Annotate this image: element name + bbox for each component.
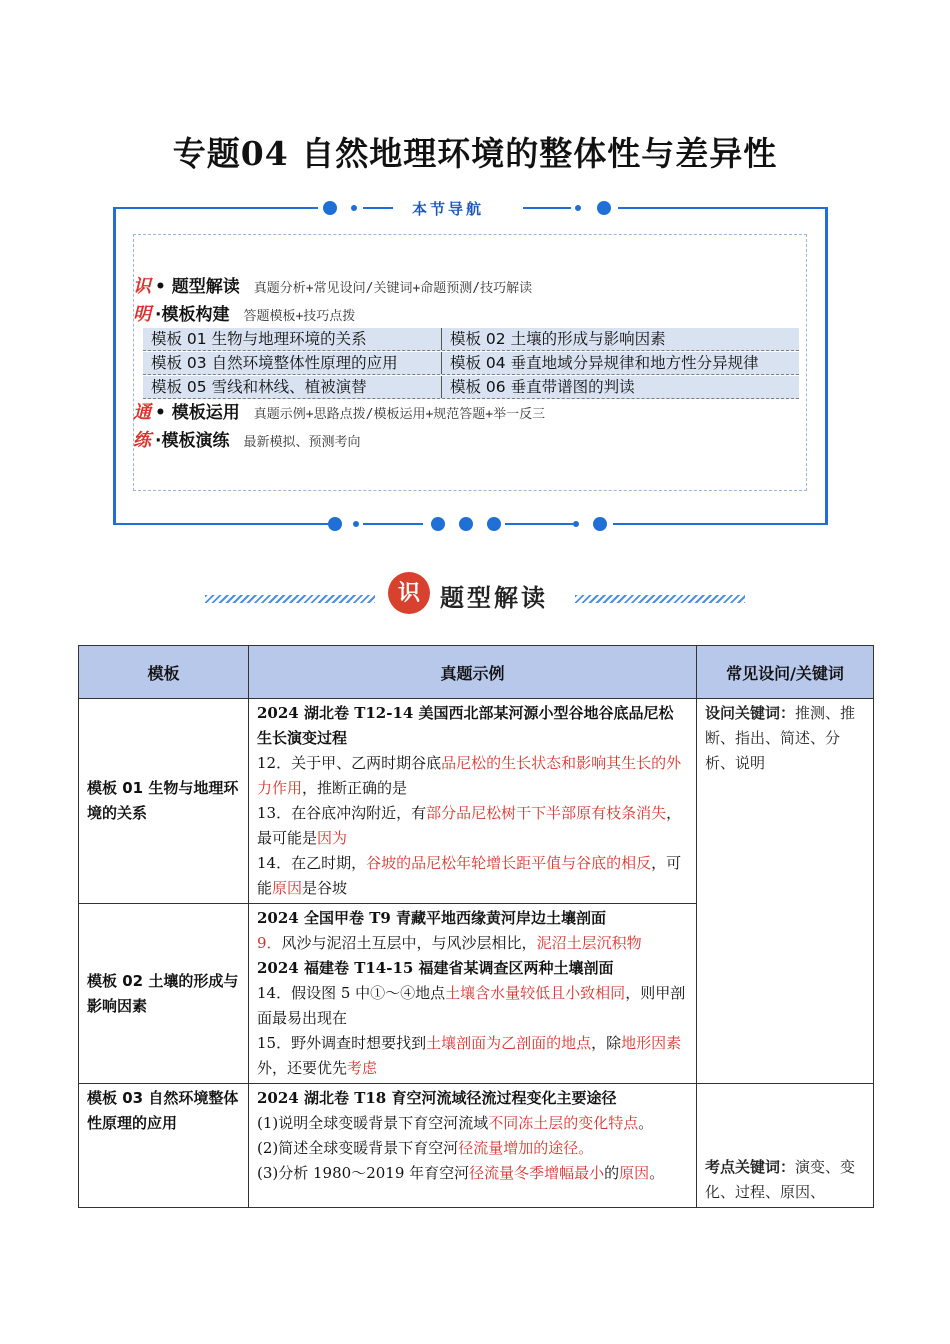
highlight-text: 泥沼土层沉积物 xyxy=(536,934,642,952)
template-name: 模板 02 土壤的形成与影响因素 xyxy=(79,904,249,1084)
nav-row-section: ·模板演练 xyxy=(155,431,230,451)
template-name: 模板 03 自然环境整体性原理的应用 xyxy=(79,1084,249,1208)
highlight-text: 原因 xyxy=(272,879,303,897)
nav-frame-bottom-left xyxy=(113,523,328,525)
template-row xyxy=(143,328,799,351)
example-line xyxy=(257,1086,688,1111)
table-header: 模板 xyxy=(79,646,249,699)
question-text: ，可能 xyxy=(257,854,682,897)
question-type-table xyxy=(78,645,874,1208)
nav-row-desc: 答题模板+技巧点拨 xyxy=(243,309,356,324)
nav-dot xyxy=(459,517,473,531)
ask-keyword-title: 设问关键词： xyxy=(705,704,796,722)
question-text: (1)说明全球变暖背景下育空河流域 xyxy=(257,1114,489,1132)
example-line xyxy=(257,701,688,751)
nav-row xyxy=(133,300,355,326)
nav-row xyxy=(133,272,532,298)
question-text: 15．野外调查时想要找到 xyxy=(257,1034,427,1052)
highlight-text: 土壤剖面为乙剖面的地点 xyxy=(426,1034,592,1052)
nav-frame-top-right xyxy=(618,207,828,209)
exam-source: 2024 湖北卷 T12-14 美国西北部某河源小型谷地谷底品尼松生长演变过程 xyxy=(257,704,674,747)
nav-label: 本节导航 xyxy=(411,200,484,218)
section-badge: 识 xyxy=(388,572,430,614)
nav-frame-bottom-right xyxy=(613,523,828,525)
template-name: 模板 01 生物与地理环境的关系 xyxy=(79,699,249,904)
nav-row-section: ·模板构建 xyxy=(155,305,230,325)
highlight-text: 地形因素 xyxy=(621,1034,682,1052)
example-line xyxy=(257,931,688,956)
table-row xyxy=(79,699,874,904)
highlight-text: 部分品尼松树干下半部原有枝条消失 xyxy=(426,804,667,822)
question-text: 13．在谷底冲沟附近，有 xyxy=(257,804,427,822)
section-title: 题型解读 xyxy=(440,583,548,612)
nav-deco-line xyxy=(523,207,571,209)
example-line xyxy=(257,1136,688,1161)
nav-row-section: • 模板运用 xyxy=(155,403,240,423)
template-item: 模板 01 生物与地理环境的关系 xyxy=(143,328,442,350)
nav-row-char: 明 xyxy=(133,304,151,325)
example-line xyxy=(257,801,688,851)
example-cell xyxy=(249,1084,697,1208)
table-row xyxy=(79,1084,874,1208)
template-item: 模板 05 雪线和林线、植被演替 xyxy=(143,376,442,398)
question-text: 。 xyxy=(649,1164,665,1182)
nav-row-desc: 最新模拟、预测考向 xyxy=(243,435,361,450)
example-line xyxy=(257,1031,688,1081)
keyword-cell-ask xyxy=(697,699,874,1084)
example-cell xyxy=(249,699,697,904)
nav-dot xyxy=(597,201,611,215)
highlight-text: 因为 xyxy=(317,829,348,847)
question-text: 14．在乙时期， xyxy=(257,854,367,872)
nav-frame-left xyxy=(113,207,116,525)
question-text: 是谷坡 xyxy=(302,879,348,897)
question-text: (3)分析 1980～2019 年育空河 xyxy=(257,1164,470,1182)
template-item: 模板 06 垂直带谱图的判读 xyxy=(450,378,635,396)
nav-dot xyxy=(575,205,581,211)
question-text: 14．假设图 5 中①～④地点 xyxy=(257,984,446,1002)
question-text: 。 xyxy=(638,1114,654,1132)
highlight-text: 9． xyxy=(257,934,282,952)
nav-row-desc: 真题分析+常见设问/关键词+命题预测/技巧解读 xyxy=(253,281,533,296)
keyword-cell-point xyxy=(697,1084,874,1208)
nav-dot xyxy=(593,517,607,531)
template-row xyxy=(143,376,799,399)
nav-deco-line xyxy=(505,523,573,525)
question-text: 外，还要优先 xyxy=(257,1059,348,1077)
nav-dot xyxy=(323,201,337,215)
example-line xyxy=(257,906,688,931)
template-row xyxy=(143,352,799,375)
nav-dot xyxy=(573,521,579,527)
table-header-row xyxy=(79,646,874,699)
highlight-text: 径流量冬季增幅最小 xyxy=(469,1164,605,1182)
question-text: ，推断正确的是 xyxy=(302,779,408,797)
nav-dot xyxy=(431,517,445,531)
highlight-text: 不同冻土层的变化特点 xyxy=(488,1114,639,1132)
example-line xyxy=(257,751,688,801)
exam-source: 2024 全国甲卷 T9 青藏平地西缘黄河岸边土壤剖面 xyxy=(257,909,607,927)
highlight-text: 径流量增加的途径。 xyxy=(458,1139,594,1157)
header-hatch-left xyxy=(205,595,375,603)
question-text: (2)简述全球变暖背景下育空河 xyxy=(257,1139,459,1157)
highlight-text: 品尼松的生长状态和影响其生长的外力作用 xyxy=(257,754,682,797)
point-keyword-title: 考点关键词： xyxy=(705,1158,796,1176)
example-line xyxy=(257,956,688,981)
ask-keyword-text: 推测、推断、指出、简述、分析、说明 xyxy=(705,704,856,772)
exam-source: 2024 福建卷 T14-15 福建省某调查区两种土壤剖面 xyxy=(257,959,614,977)
nav-row-char: 通 xyxy=(133,402,151,423)
nav-dot xyxy=(487,517,501,531)
header-hatch-right xyxy=(575,595,745,603)
question-text: ，最可能是 xyxy=(257,804,682,847)
highlight-text: 原因 xyxy=(619,1164,650,1182)
nav-row-char: 练 xyxy=(133,430,151,451)
nav-dot xyxy=(351,205,357,211)
nav-frame-right xyxy=(825,207,828,525)
nav-row-desc: 真题示例+思路点拨/模板运用+规范答题+举一反三 xyxy=(253,407,546,422)
nav-frame-top-left xyxy=(113,207,318,209)
question-text: ，则甲剖面最易出现在 xyxy=(257,984,686,1027)
point-keyword-text: 演变、变化、过程、原因、 xyxy=(705,1158,856,1201)
question-text: 的 xyxy=(604,1164,620,1182)
page-title: 专题04 自然地理环境的整体性与差异性 xyxy=(172,134,778,173)
template-item: 模板 03 自然环境整体性原理的应用 xyxy=(143,352,442,374)
highlight-text: 考虑 xyxy=(347,1059,378,1077)
example-line xyxy=(257,1161,688,1186)
template-list xyxy=(143,328,799,400)
question-text: 风沙与泥沼土互层中，与风沙层相比， xyxy=(281,934,537,952)
nav-dot xyxy=(328,517,342,531)
nav-row xyxy=(133,398,545,424)
question-text: ，除 xyxy=(591,1034,622,1052)
question-text: 12．关于甲、乙两时期谷底 xyxy=(257,754,442,772)
nav-dot xyxy=(353,521,359,527)
exam-source: 2024 湖北卷 T18 育空河流域径流过程变化主要途径 xyxy=(257,1089,617,1107)
nav-row-section: • 题型解读 xyxy=(155,277,240,297)
section-header xyxy=(0,570,950,620)
template-item: 模板 02 土壤的形成与影响因素 xyxy=(450,330,666,348)
template-item: 模板 04 垂直地域分异规律和地方性分异规律 xyxy=(450,354,759,372)
nav-deco-line xyxy=(363,523,423,525)
section-navigation xyxy=(113,190,828,525)
table-header: 真题示例 xyxy=(249,646,697,699)
highlight-text: 土壤含水量较低且小致相同 xyxy=(445,984,626,1002)
highlight-text: 谷坡的品尼松年轮增长距平值与谷底的相反 xyxy=(366,854,652,872)
nav-row xyxy=(133,426,360,452)
example-line xyxy=(257,851,688,901)
nav-row-char: 识 xyxy=(133,276,151,297)
example-cell xyxy=(249,904,697,1084)
table-header: 常见设问/关键词 xyxy=(697,646,874,699)
example-line xyxy=(257,1111,688,1136)
example-line xyxy=(257,981,688,1031)
